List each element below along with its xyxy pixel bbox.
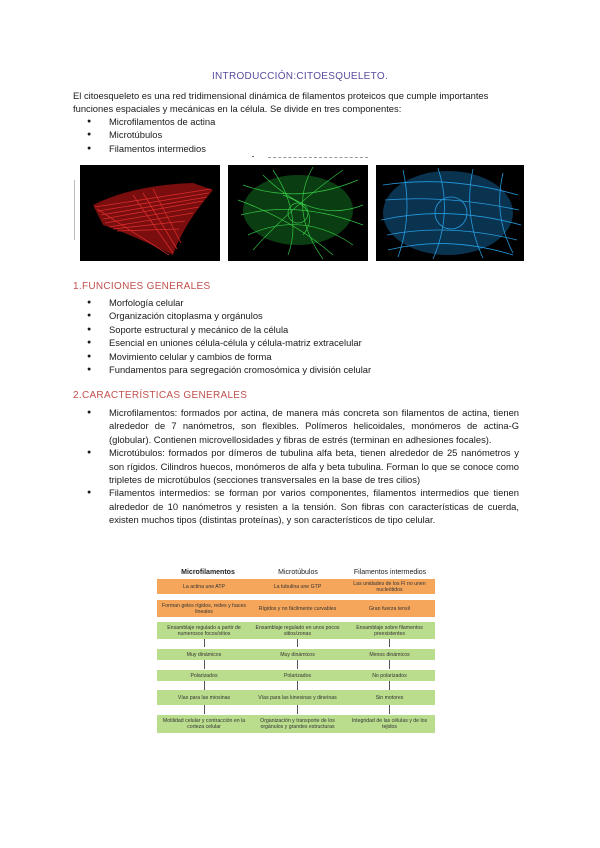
- table-cell: Forman geles rígidos, redes y haces lineales: [157, 600, 251, 617]
- table-cell: Ensamblaje sobre filamentos preexistentes: [344, 622, 435, 639]
- table-cell: Muy dinámicos: [157, 649, 251, 660]
- intermediate-filament-micrograph-icon: [376, 165, 524, 261]
- list-item: ● Organización citoplasma y orgánulos: [73, 309, 533, 322]
- list-item: ● Morfología celular: [73, 296, 533, 309]
- dashed-divider: [268, 157, 368, 158]
- actin-micrograph-icon: [80, 165, 220, 261]
- section-heading-funciones: 1.FUNCIONES GENERALES: [73, 281, 211, 292]
- list-item: ● Filamentos intermedios: [73, 142, 513, 155]
- arrow: [389, 660, 390, 669]
- arrow: [297, 705, 298, 714]
- table-cell: Ensamblaje regulado a partir de numerosos focos/sitios: [157, 622, 251, 639]
- table-cell: Menos dinámicos: [344, 649, 435, 660]
- table-cell: Vías para las kinesinas y dineínas: [251, 690, 344, 705]
- table-cell: Organización y transporte de los orgánulos y grandes estructuras: [251, 715, 344, 733]
- table-cell: No polarizados: [344, 670, 435, 681]
- table-cell: Polarizados: [157, 670, 251, 681]
- table-cell: Motilidad celular y contracción en la corteza celular: [157, 715, 251, 733]
- list-item: ● Movimiento celular y cambios de forma: [73, 350, 533, 363]
- arrow: [297, 639, 298, 647]
- intro-line-1: El citoesqueleto es una red tridimensional dinámica de filamentos proteicos que cumple importantes: [73, 90, 489, 101]
- list-item: ● Microfilamentos de actina: [73, 115, 513, 128]
- table-header-microtubulos: Microtúbulos: [278, 569, 318, 576]
- arrow: [204, 639, 205, 647]
- table-cell: La tubulina une GTP: [251, 579, 344, 594]
- table-header-filamentos: Filamentos intermedios: [353, 569, 427, 576]
- table-cell: Vías para las miosinas: [157, 690, 251, 705]
- list-item: ● Fundamentos para segregación cromosómica y división celular: [73, 363, 533, 376]
- funciones-list: [73, 296, 533, 376]
- arrow: [389, 681, 390, 690]
- comparison-table: [157, 565, 435, 741]
- intro-line-2: funciones espaciales y mecánicas en la célula. Se divide en tres componentes:: [73, 103, 402, 114]
- arrow: [389, 705, 390, 714]
- list-item: ● Soporte estructural y mecánico de la célula: [73, 323, 533, 336]
- arrow: [204, 681, 205, 690]
- table-cell: Polarizados: [251, 670, 344, 681]
- list-item: ● Microfilamentos: formados por actina, de manera más concreta son filamentos de actina, tienen alrededor de 7 nanómetros, son flexibles. Polímeros helicoidales, monómeros de actina-G (globular). Contienen microvellosidades y fibras de estrés (terminan en adhesiones focales).: [73, 406, 519, 446]
- table-cell: Gran fuerza tensil: [344, 600, 435, 617]
- table-cell: Sin motores: [344, 690, 435, 705]
- microtubule-micrograph-icon: [228, 165, 368, 261]
- arrow: [204, 705, 205, 714]
- list-item: ● Esencial en uniones célula-célula y célula-matriz extracelular: [73, 336, 533, 349]
- cytoskeleton-micrographs: [73, 165, 528, 261]
- table-cell: La actina une ATP: [157, 579, 251, 594]
- arrow: [297, 660, 298, 669]
- table-cell: Integridad de las células y de los tejidos: [344, 715, 435, 733]
- list-item: ● Filamentos intermedios: se forman por varios componentes, filamentos intermedios que tienen alrededor de 10 nanómetros y resisten a la tensión. Son fibras con características de cuerda, existen muchos tipos (distintas proteínas), y son característicos de tipo celular.: [73, 486, 519, 526]
- table-cell: Rígidos y no fácilmente curvables: [251, 600, 344, 617]
- table-header-microfilamentos: Microfilamentos: [181, 569, 235, 576]
- table-cell: Las unidades de los FI no unen nucleótidos: [344, 579, 435, 594]
- list-item: ● Microtúbulos: [73, 128, 513, 141]
- components-list: [73, 115, 513, 155]
- arrow: [297, 681, 298, 690]
- arrow: [389, 639, 390, 647]
- divider-tick: [252, 156, 254, 157]
- list-item: ● Microtúbulos: formados por dímeros de tubulina alfa beta, tienen alrededor de 25 nanómetros y son rígidos. Cilindros huecos, monómeros de alfa y beta tubulina. Forman lo que se conoce como tripletes de microtúbulos (secciones transversales en la base de tres cilios): [73, 446, 519, 486]
- page-title: INTRODUCCIÓN:CITOESQUELETO.: [211, 71, 389, 82]
- table-cell: Muy dinámicos: [251, 649, 344, 660]
- arrow: [204, 660, 205, 669]
- caracteristicas-list: [73, 406, 519, 527]
- section-heading-caracteristicas: 2.CARACTERÍSTICAS GENERALES: [73, 390, 248, 401]
- table-cell: Ensamblaje regulado en unos pocos sitios/zonas: [251, 622, 344, 639]
